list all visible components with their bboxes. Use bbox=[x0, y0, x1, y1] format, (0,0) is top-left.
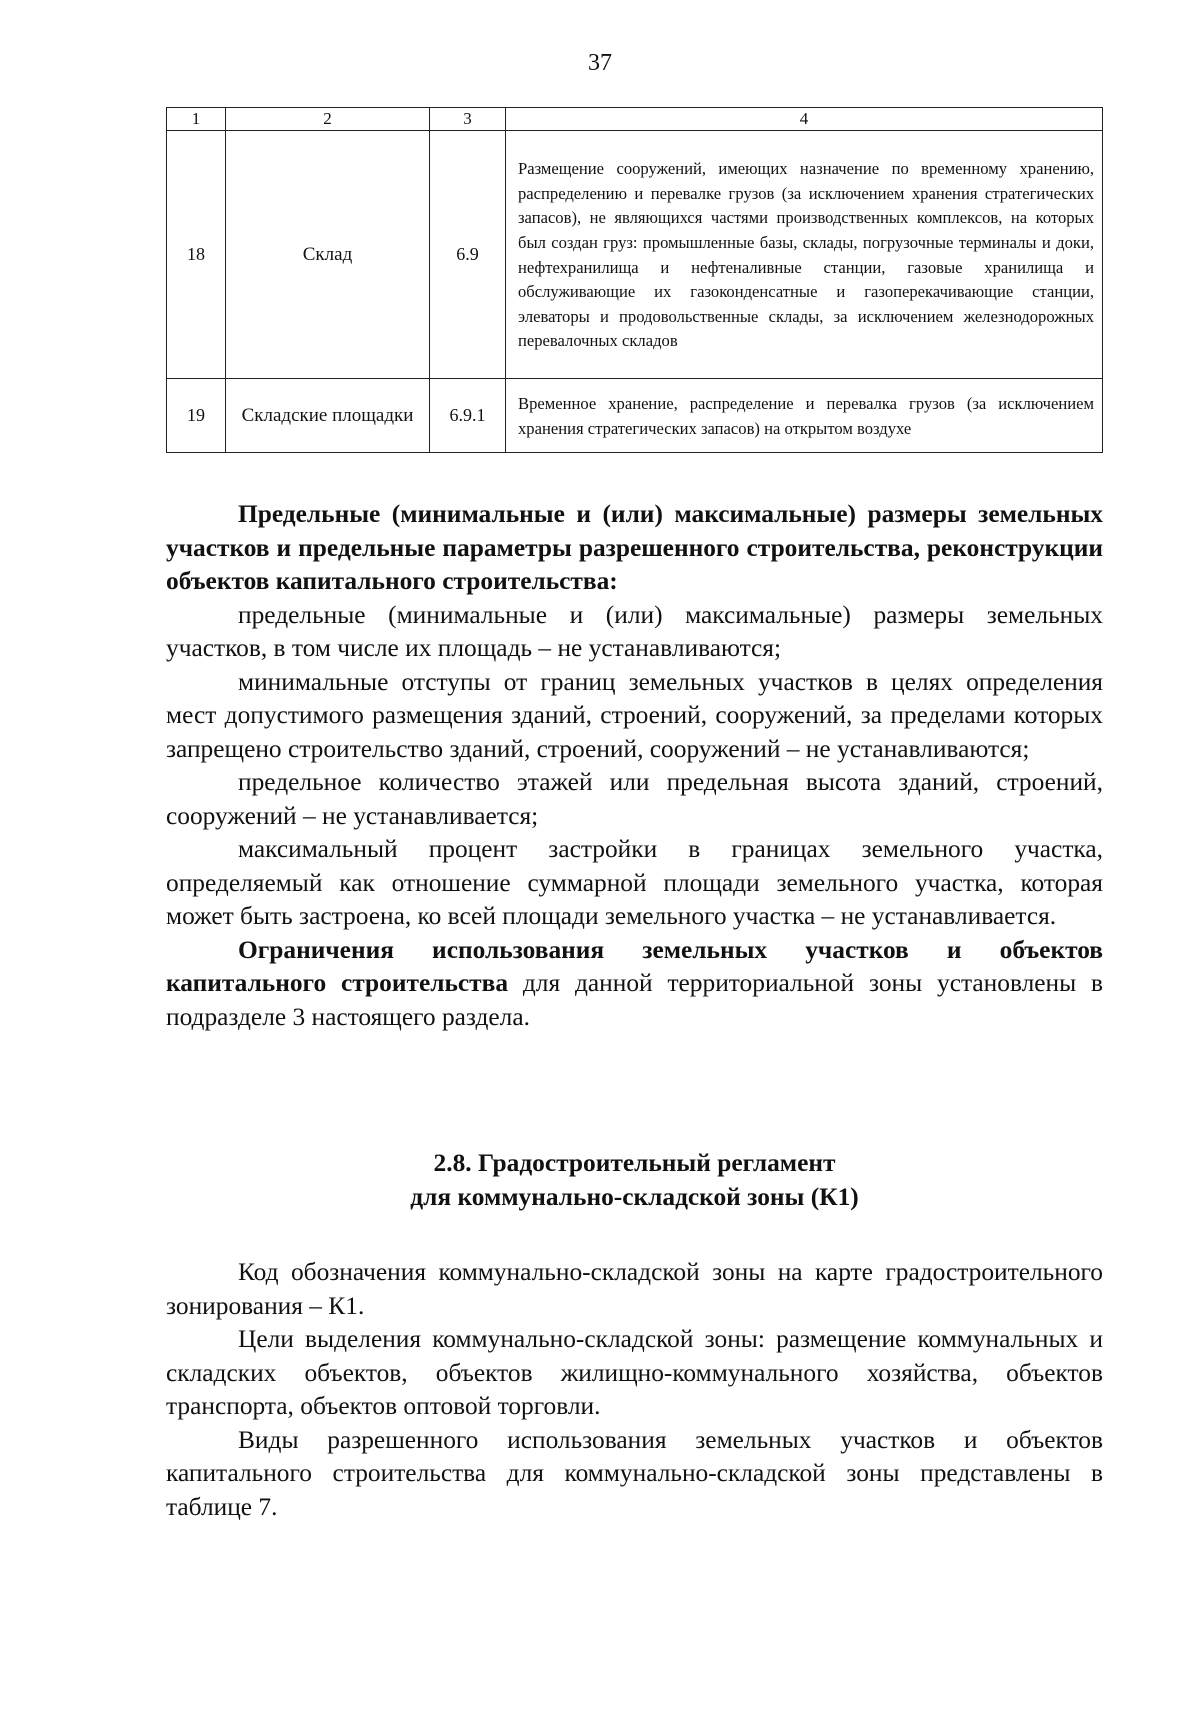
section-title-line1: 2.8. Градостроительный регламент bbox=[433, 1149, 836, 1177]
header-cell-4: 4 bbox=[506, 108, 1103, 131]
limit-item: предельные (минимальные и (или) максимальные) размеры земельных участков, в том числе их площадь – не устанавливаются; bbox=[166, 600, 1103, 662]
row-description: Временное хранение, распределение и перевалка грузов (за исключением хранения стратегических запасов) на открытом воздухе bbox=[506, 379, 1103, 453]
header-cell-2: 2 bbox=[226, 108, 430, 131]
row-number: 19 bbox=[167, 379, 226, 453]
zone-paragraph: Виды разрешенного использования земельных участков и объектов капитального строительства для коммунально-складской зоны представлены в таблице 7. bbox=[166, 1425, 1103, 1521]
restrictions-bold: Ограничения использования земельных участков и объектов капитального строительства bbox=[166, 935, 1103, 997]
table-row bbox=[167, 379, 1103, 453]
restrictions-paragraph bbox=[166, 934, 1103, 1035]
header-cell-3: 3 bbox=[430, 108, 506, 131]
page-number: 37 bbox=[588, 50, 612, 76]
zone-section bbox=[166, 1256, 1103, 1524]
restrictions-rest: для данной территориальной зоны установлены в подразделе 3 настоящего раздела. bbox=[166, 969, 1104, 1031]
limits-section bbox=[166, 498, 1103, 1034]
header-cell-1: 1 bbox=[167, 108, 226, 131]
limit-item: максимальный процент застройки в границах земельного участка, определяемый как отношение суммарной площади земельного участка, которая может быть застроена, ко всей площади земельного участка – не устанавливается. bbox=[166, 835, 1103, 930]
row-name: Складские площадки bbox=[226, 379, 430, 453]
row-code: 6.9 bbox=[430, 131, 506, 379]
zone-paragraph: Код обозначения коммунально-складской зоны на карте градостроительного зонирования – К1. bbox=[166, 1258, 1103, 1320]
row-description: Размещение сооружений, имеющих назначение по временному хранению, распределению и перевалке грузов (за исключением хранения стратегических запасов), не являющихся частями производственных комплексов, на которых был создан груз: промышленные базы, склады, погрузочные терминалы и доки, нефтехранилища и нефтеналивные станции, газовые хранилища и обслуживающие их газоконденсатные и газоперекачивающие станции, элеваторы и продовольственные склады, за исключением железнодорожных перевалочных складов bbox=[506, 131, 1103, 379]
section-title-line2: для коммунально-складской зоны (К1) bbox=[410, 1182, 859, 1211]
table-row bbox=[167, 131, 1103, 379]
land-use-table bbox=[166, 107, 1103, 453]
row-number: 18 bbox=[167, 131, 226, 379]
row-name: Склад bbox=[226, 131, 430, 379]
table-header-row bbox=[167, 108, 1103, 131]
limits-heading: Предельные (минимальные и (или) максимальные) размеры земельных участков и предельные параметры разрешенного строительства, реконструкции объектов капитального строительства: bbox=[166, 500, 1103, 595]
limit-item: предельное количество этажей или предельная высота зданий, строений, сооружений – не устанавливается; bbox=[166, 768, 1103, 830]
zone-paragraph: Цели выделения коммунально-складской зоны: размещение коммунальных и складских объектов, объектов жилищно-коммунального хозяйства, объектов транспорта, объектов оптовой торговли. bbox=[166, 1325, 1103, 1420]
row-code: 6.9.1 bbox=[430, 379, 506, 453]
limit-item: минимальные отступы от границ земельных участков в целях определения мест допустимого размещения зданий, строений, сооружений, за пределами которых запрещено строительство зданий, строений, сооружений – не устанавливаются; bbox=[166, 667, 1103, 763]
section-title bbox=[166, 1147, 1103, 1214]
